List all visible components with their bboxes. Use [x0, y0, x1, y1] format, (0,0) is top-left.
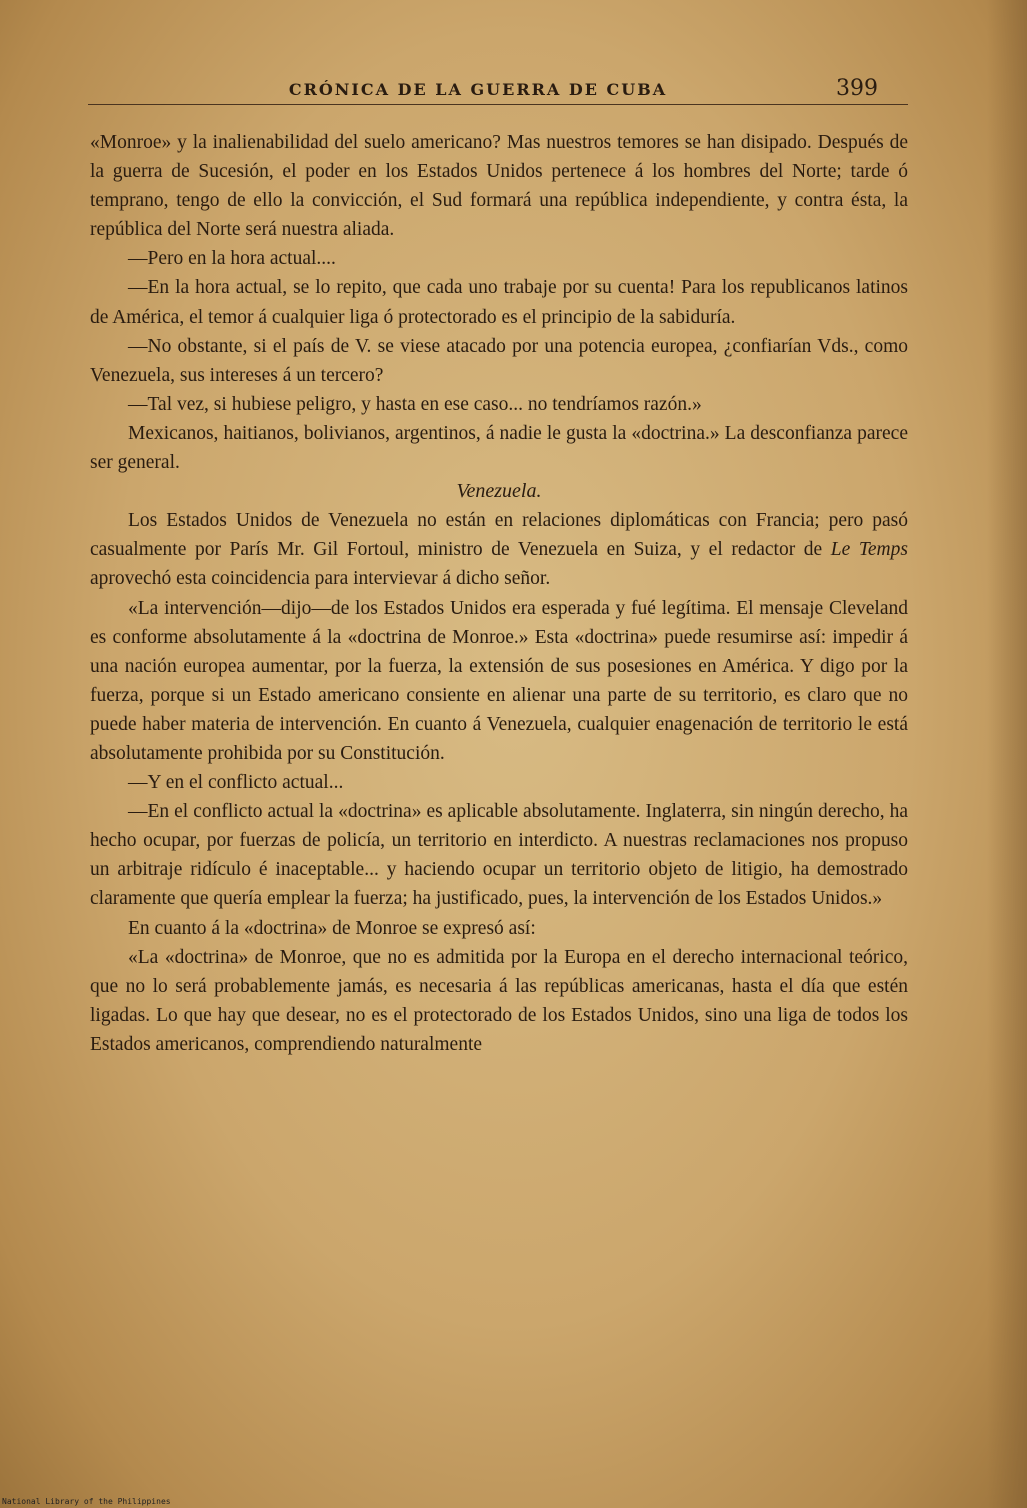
paragraph-text: aprovechó esta coincidencia para intervievar á dicho señor. — [90, 568, 551, 590]
page-edge-shadow — [987, 0, 1027, 1508]
paragraph: —Pero en la hora actual.... — [128, 248, 336, 270]
running-head: CRÓNICA DE LA GUERRA DE CUBA — [288, 80, 668, 99]
paragraph: —En el conflicto actual la «doctrina» es aplicable absolutamente. Inglaterra, sin ningún derecho, ha hecho ocupar, por fuerzas de policía, un territorio en interdicto. A nuestras reclamaciones nos propuso un arbitraje ridículo é inaceptable... y haciendo ocupar un territorio objeto de litigio, ha demostrado claramente que quería emplear la fuerza; ha justificado, pues, la intervención de los Estados Unidos.» — [90, 801, 908, 910]
paragraph-text: Los Estados Unidos de Venezuela no están en relaciones diplomáticas con Francia; pero pasó casualmente por París Mr. Gil Fortoul, ministro de Venezuela en Suiza, y el redactor de — [90, 510, 908, 561]
paragraph: En cuanto á la «doctrina» de Monroe se expresó así: — [128, 917, 536, 939]
paragraph: «Monroe» y la inalienabilidad del suelo americano? Mas nuestros temores se han disipado. Después de la guerra de Sucesión, el poder en los Estados Unidos pertenece á los hombres del Norte; tarde ó temprano, tengo de ello la convicción, el Sud formará una república independiente, y contra ésta, la república del Norte será nuestra aliada. — [90, 132, 908, 241]
newspaper-title: Le Temps — [830, 539, 908, 561]
paragraph: —No obstante, si el país de V. se viese atacado por una potencia europea, ¿confiarían Vds., como Venezuela, sus intereses á un tercero? — [90, 335, 908, 386]
paragraph: —En la hora actual, se lo repito, que cada uno trabaje por su cuenta! Para los republicanos latinos de América, el temor á cualquier liga ó protectorado es el principio de la sabiduría. — [90, 277, 908, 328]
section-title: Venezuela. — [456, 480, 542, 503]
library-footer: National Library of the Philippines — [2, 1497, 171, 1506]
page-number: 399 — [836, 76, 878, 101]
body-text — [90, 128, 908, 1059]
paragraph: «La «doctrina» de Monroe, que no es admitida por la Europa en el derecho internacional teórico, que no lo será probablemente jamás, es necesaria á las repúblicas americanas, hasta el día que estén ligadas. Lo que hay que desear, no es el protectorado de los Estados Unidos, sino una liga de todos los Estados americanos, comprendiendo naturalmente — [90, 946, 908, 1055]
paragraph: —Tal vez, si hubiese peligro, y hasta en ese caso... no tendríamos razón.» — [128, 393, 702, 415]
paragraph: —Y en el conflicto actual... — [128, 772, 344, 794]
paragraph: «La intervención—dijo—de los Estados Unidos era esperada y fué legítima. El mensaje Cleveland es conforme absolutamente á la «doctrina de Monroe.» Esta «doctrina» puede resumirse así: impedir á una nación europea aumentar, por la fuerza, la extensión de sus posesiones en América. Y digo por la fuerza, porque si un Estado americano consiente en alienar una parte de su territorio, es claro que no puede haber materia de intervención. En cuanto á Venezuela, cualquier enagenación de territorio le está absolutamente prohibida por su Constitución. — [90, 597, 908, 764]
page-header — [88, 78, 908, 105]
paragraph — [90, 506, 908, 593]
paragraph: Mexicanos, haitianos, bolivianos, argentinos, á nadie le gusta la «doctrina.» La desconfianza parece ser general. — [90, 422, 908, 474]
